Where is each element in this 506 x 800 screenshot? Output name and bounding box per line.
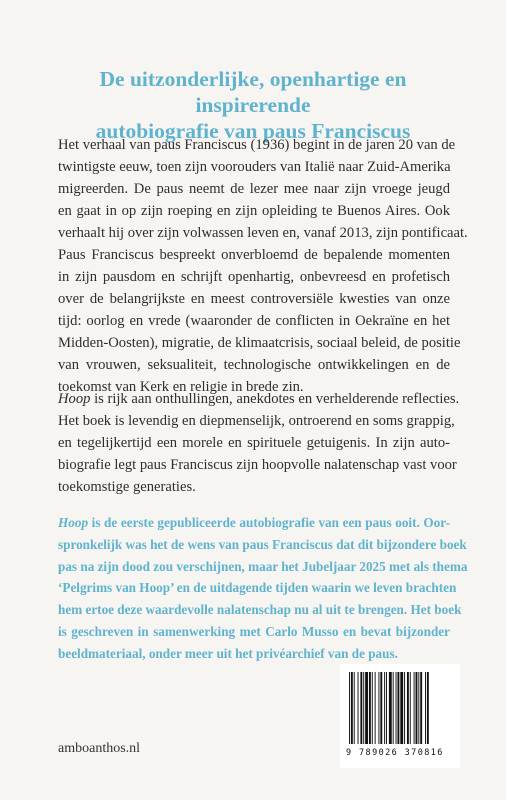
barcode-bar (365, 672, 368, 744)
text-line: over de belangrijkste en meest controversiële kwesties van onze (58, 291, 450, 307)
barcode-bar (407, 672, 409, 744)
synopsis-paragraph-2 (58, 388, 460, 498)
text-line: migreerden. De paus neemt de lezer mee naar zijn vroege jeugd (58, 181, 450, 197)
barcode-bar (404, 672, 405, 744)
text-line: spronkelijk was het de wens van paus Franciscus dat dit bijzondere boek (58, 536, 467, 552)
text-line: pas na zijn dood zou verschijnen, maar het Jubeljaar 2025 met als thema (58, 558, 468, 574)
barcode-bar (349, 672, 350, 744)
barcode-bar (418, 672, 419, 744)
text-line: tijd: oorlog en vrede (waaronder de conflicten in Oekraïne en het (58, 313, 450, 329)
barcode-bar (420, 672, 422, 744)
text-line: beeldmateriaal, onder meer uit het privéarchief van de paus. (58, 645, 398, 661)
barcode-bar (416, 672, 418, 744)
barcode-bar (369, 672, 371, 744)
text-line: Midden-Oosten), migratie, de klimaatcrisis, sociaal beleid, de positie (58, 335, 461, 351)
isbn-number: 9 789026 370816 (346, 748, 444, 758)
barcode-graphic (348, 672, 452, 748)
barcode-bar (397, 672, 399, 744)
publisher-url: amboanthos.nl (58, 741, 141, 756)
text-line: Paus Franciscus bespreekt onverbloemd de bepalende momenten (58, 247, 450, 263)
barcode-bar (354, 672, 355, 744)
barcode-bar (351, 672, 353, 744)
barcode-bar (427, 672, 429, 744)
barcode-bar (386, 672, 387, 744)
cover-heading (40, 66, 466, 144)
heading-line-1: De uitzonderlijke, openhartige en inspirerende (99, 67, 407, 117)
heading-line-2: autobiografie van paus Franciscus (95, 119, 411, 143)
barcode-bar (400, 672, 403, 744)
text-line: verhaalt hij over zijn volwassen leven en, vanaf 2013, zijn pontificaat. (58, 225, 468, 241)
text-line: in zijn pausdom en schrijft openhartig, onbevreesd en profetisch (58, 269, 450, 285)
text-fragment: is de eerste gepubliceerde autobiografie van een paus ooit. Oor- (88, 515, 450, 530)
barcode-bar (358, 672, 359, 744)
text-line: en gaat in op zijn roeping en zijn opleiding te Buenos Aires. Ook (58, 203, 450, 219)
barcode-bar (389, 672, 392, 744)
text-line: Het verhaal van paus Franciscus (1936) begint in de jaren 20 van de (58, 137, 456, 153)
barcode-bar (363, 672, 364, 744)
text-line: hem ertoe deze waardevolle nalatenschap nu al uit te brengen. Het boek (58, 602, 462, 618)
barcode-bar (410, 672, 411, 744)
text-fragment: is rijk aan onthullingen, anekdotes en verhelderende reflecties. (90, 391, 460, 407)
barcode-bar (425, 672, 426, 744)
highlight-paragraph (58, 512, 468, 665)
barcode-bar (375, 672, 376, 744)
barcode-bar (414, 672, 415, 744)
text-line: en tegelijkertijd een morele en spirituele getuigenis. In zijn auto- (58, 435, 450, 451)
barcode-bar (372, 672, 373, 744)
synopsis-paragraph-1 (58, 134, 468, 398)
text-line: toekomst van Kerk en religie in brede zin. (58, 379, 304, 395)
barcode-bar (360, 672, 362, 744)
text-line: ‘Pelgrims van Hoop’ en de uitdagende tijden waarin we leven brachten (58, 580, 457, 596)
text-line: biografie legt paus Franciscus zijn hoopvolle nalatenschap vast voor (58, 457, 457, 473)
text-line: toekomstige generaties. (58, 479, 196, 495)
barcode-bar (378, 672, 379, 744)
text-line: van vrouwen, seksualiteit, technologische ontwikkelingen en de (58, 357, 450, 373)
book-title-word: Hoop (58, 515, 89, 530)
barcode-bar (393, 672, 394, 744)
text-line: is geschreven in samenwerking met Carlo Musso en bevat bijzonder (58, 623, 450, 639)
isbn-barcode (340, 664, 460, 768)
barcode-bar (384, 672, 385, 744)
barcode-bar (380, 672, 382, 744)
book-title-word: Hoop (58, 391, 91, 407)
text-line (58, 512, 450, 534)
text-line: Het boek is levendig en diepmenselijk, ontroerend en soms grappig, (58, 413, 455, 429)
text-line: twintigste eeuw, toen zijn voorouders van Italië naar Zuid-Amerika (58, 159, 451, 175)
text-line (58, 388, 460, 410)
barcode-bar (396, 672, 397, 744)
